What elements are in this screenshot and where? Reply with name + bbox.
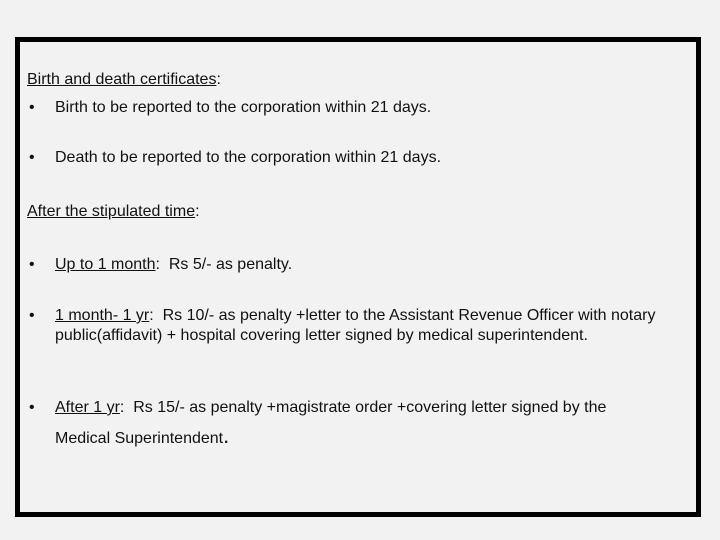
item-separator: : — [155, 256, 169, 273]
section1-heading: Birth and death certificates — [27, 71, 217, 88]
item-separator: : — [149, 307, 163, 324]
section1-heading-colon: : — [216, 71, 221, 88]
item-text — [55, 255, 680, 275]
section1-heading-line — [27, 70, 221, 90]
item-end-period: . — [223, 423, 230, 448]
item-text-continued — [55, 423, 680, 449]
item-text — [55, 306, 680, 346]
bullet-text: Death to be reported to the corporation within 21 days. — [55, 149, 442, 166]
item-term: 1 month- 1 yr — [55, 307, 150, 324]
item-text — [55, 398, 680, 418]
slide-frame — [15, 37, 701, 517]
section2-heading-colon: : — [195, 203, 200, 220]
section2-heading-line — [27, 202, 200, 222]
item-separator: : — [119, 399, 134, 416]
bullet-icon: • — [29, 256, 35, 273]
bullet-icon: • — [29, 399, 35, 416]
bullet-icon: • — [29, 99, 35, 116]
slide-content — [20, 42, 696, 512]
item-term: Up to 1 month — [55, 256, 156, 273]
item-description: Rs 15/- as penalty +magistrate order +covering letter signed by the — [133, 399, 607, 416]
section2-heading: After the stipulated time — [27, 203, 196, 220]
item-description: Rs 10/- as penalty +letter to the Assistant Revenue Officer with notary public(affidavit) + hospital covering letter signed by medical superintendent. — [55, 307, 656, 344]
bullet-text: Birth to be reported to the corporation within 21 days. — [55, 99, 432, 116]
item-description: Rs 5/- as penalty. — [168, 256, 293, 273]
bullet-icon: • — [29, 307, 35, 324]
bullet-icon: • — [29, 149, 35, 166]
item-description-continued: Medical Superintendent — [55, 430, 224, 447]
item-term: After 1 yr — [55, 399, 120, 416]
